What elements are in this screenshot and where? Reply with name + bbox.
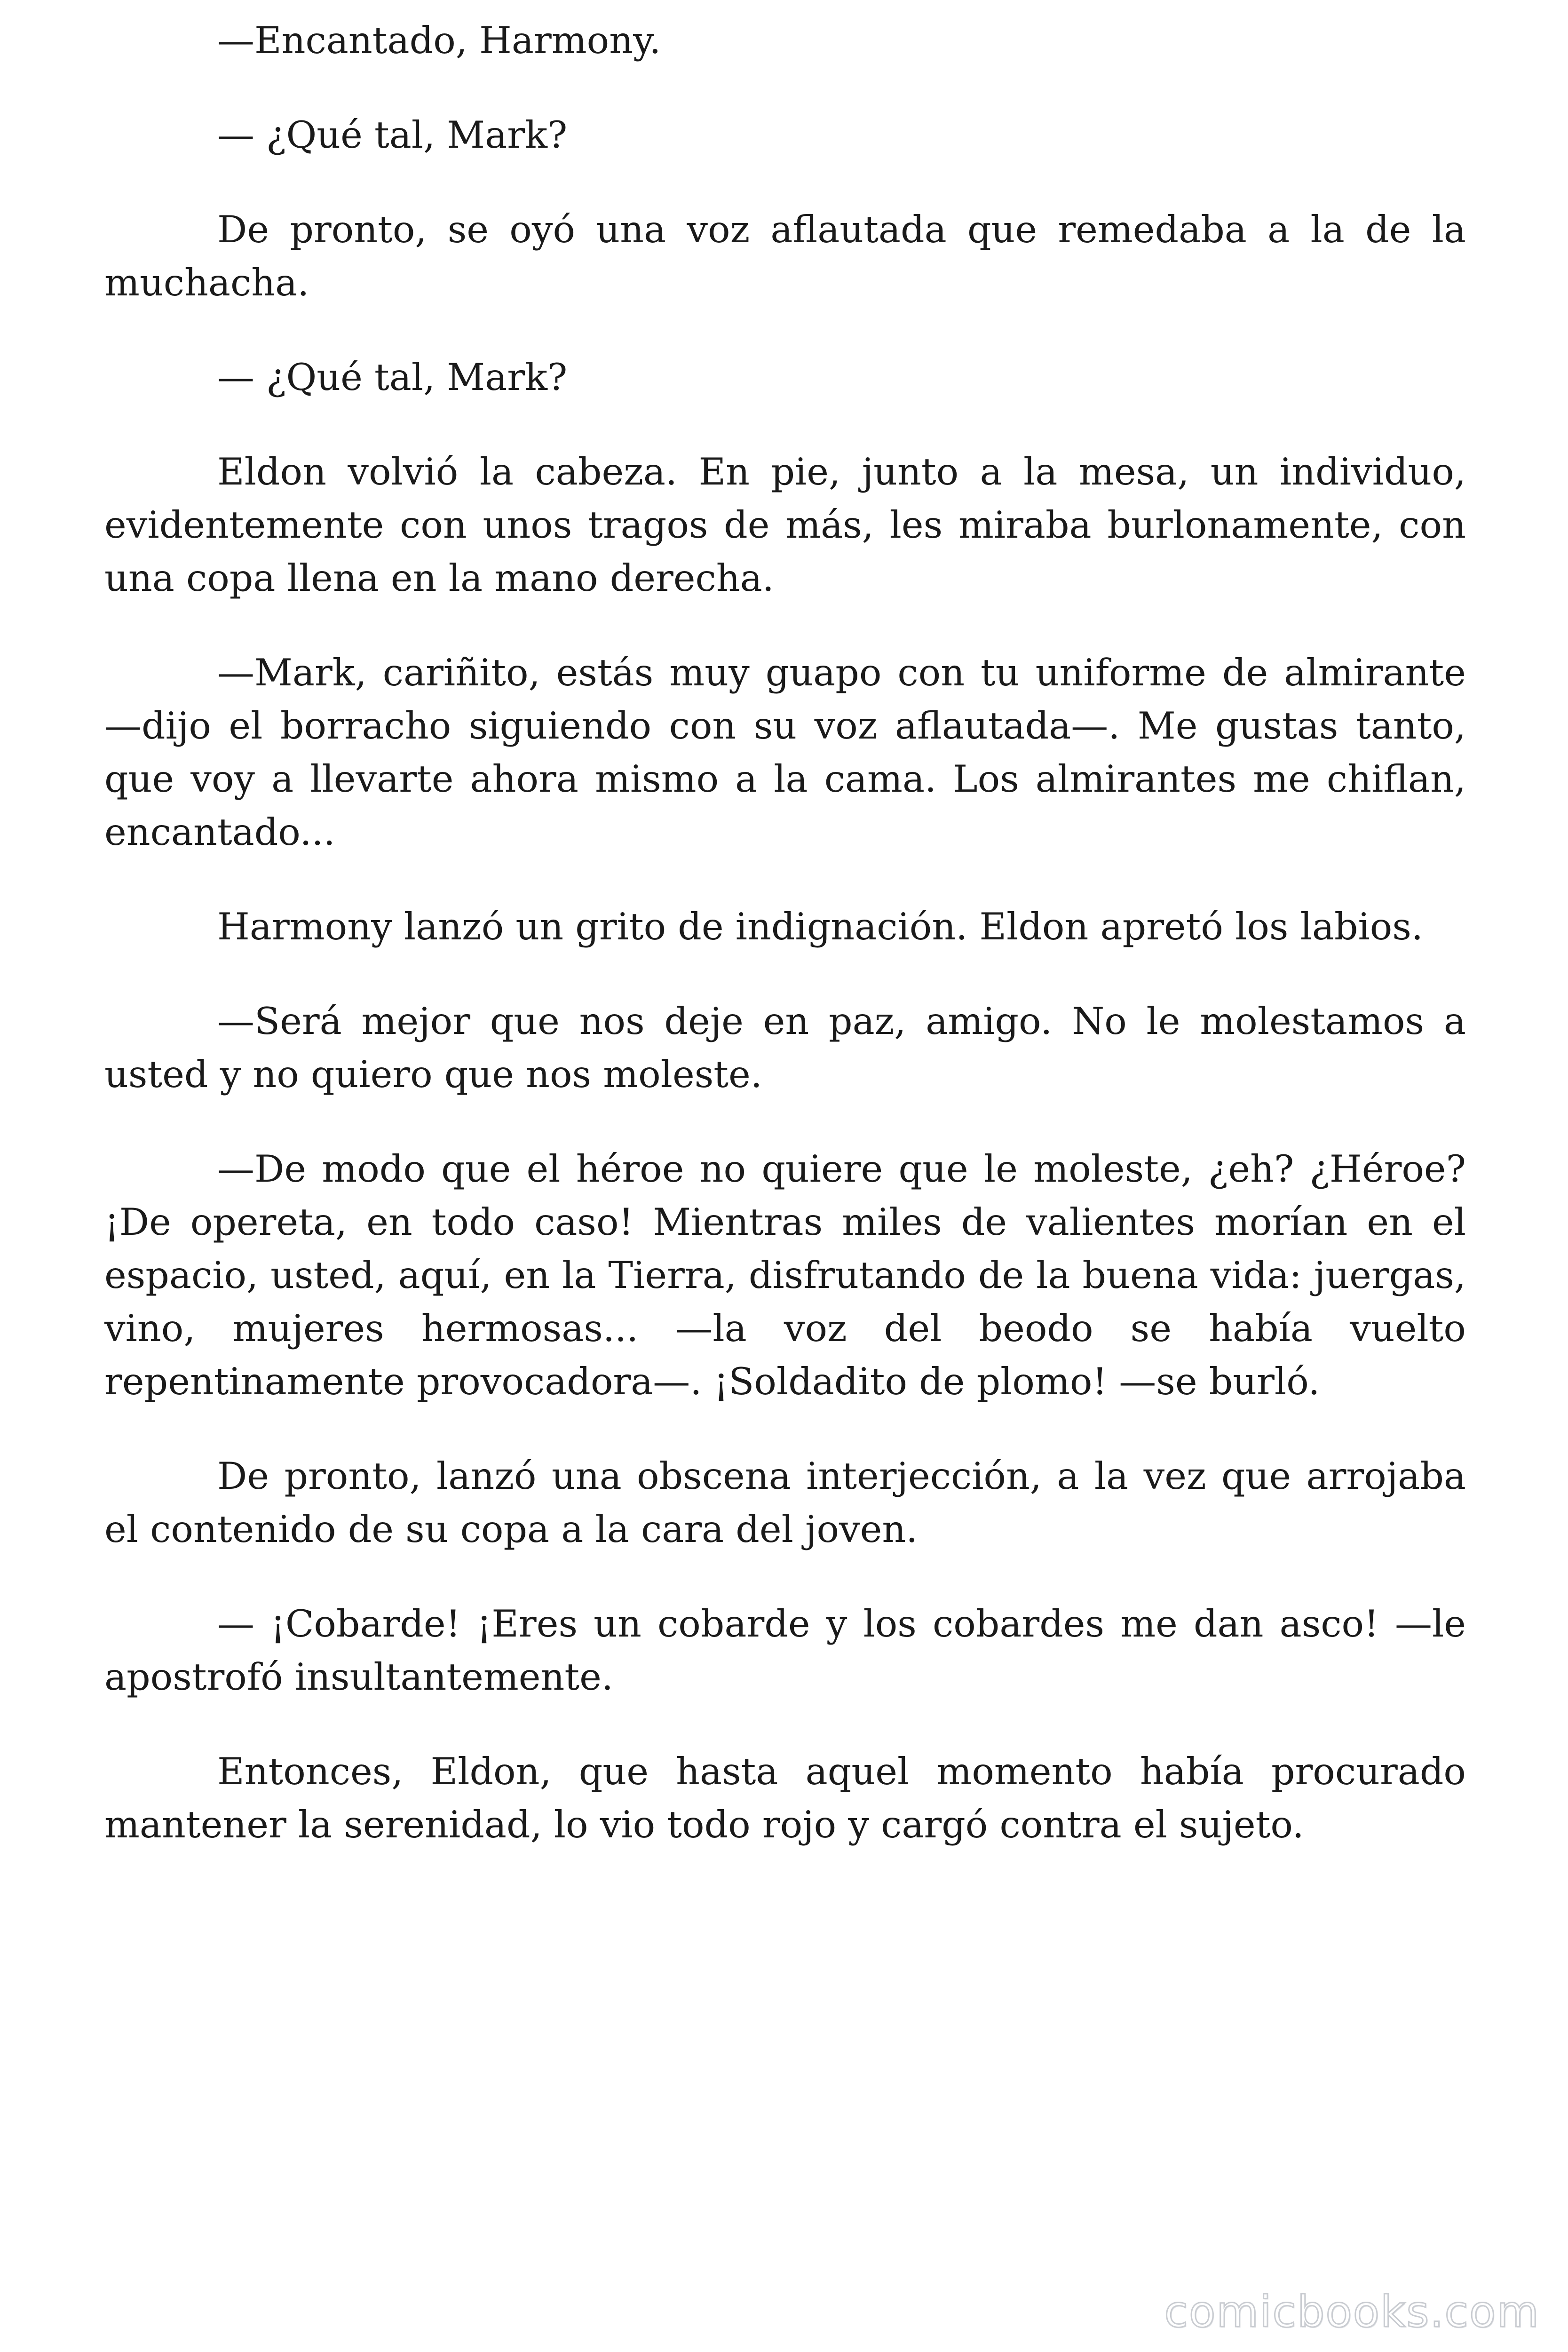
paragraph: — ¡Cobarde! ¡Eres un cobarde y los cobardes me dan asco! —le apostrofó insultantemente. — [104, 1602, 1466, 1699]
paragraph: De pronto, lanzó una obscena interjección, a la vez que arrojaba el contenido de su copa a la cara del joven. — [104, 1454, 1466, 1551]
paragraph: — ¿Qué tal, Mark? — [217, 113, 568, 157]
paragraph: —Será mejor que nos deje en paz, amigo. No le molestamos a usted y no quiero que nos moleste. — [104, 1000, 1466, 1096]
paragraph: Harmony lanzó un grito de indignación. Eldon apretó los labios. — [217, 905, 1423, 948]
paragraph: De pronto, se oyó una voz aflautada que remedaba a la de la muchacha. — [104, 208, 1466, 304]
watermark: comicbooks.com — [1164, 2287, 1540, 2337]
page-text — [104, 14, 1466, 1893]
paragraph: Eldon volvió la cabeza. En pie, junto a la mesa, un individuo, evidentemente con unos tragos de más, les miraba burlonamente, con una copa llena en la mano derecha. — [104, 450, 1466, 600]
paragraph: —Encantado, Harmony. — [217, 19, 661, 62]
paragraph: — ¿Qué tal, Mark? — [217, 356, 568, 399]
paragraph: —Mark, cariñito, estás muy guapo con tu uniforme de almirante —dijo el borracho siguiendo con su voz aflautada—. Me gustas tanto, que voy a llevarte ahora mismo a la cama. Los almirantes me chiflan, encantado... — [104, 651, 1466, 854]
paragraph: Entonces, Eldon, que hasta aquel momento había procurado mantener la serenidad, lo vio todo rojo y cargó contra el sujeto. — [104, 1750, 1466, 1846]
paragraph: —De modo que el héroe no quiere que le moleste, ¿eh? ¿Héroe? ¡De opereta, en todo caso! Mientras miles de valientes morían en el espacio, usted, aquí, en la Tierra, disfrutando de la buena vida: juergas, vino, mujeres hermosas... —la voz del beodo se había vuelto repentinamente provocadora—. ¡Soldadito de plomo! —se burló. — [104, 1147, 1466, 1403]
